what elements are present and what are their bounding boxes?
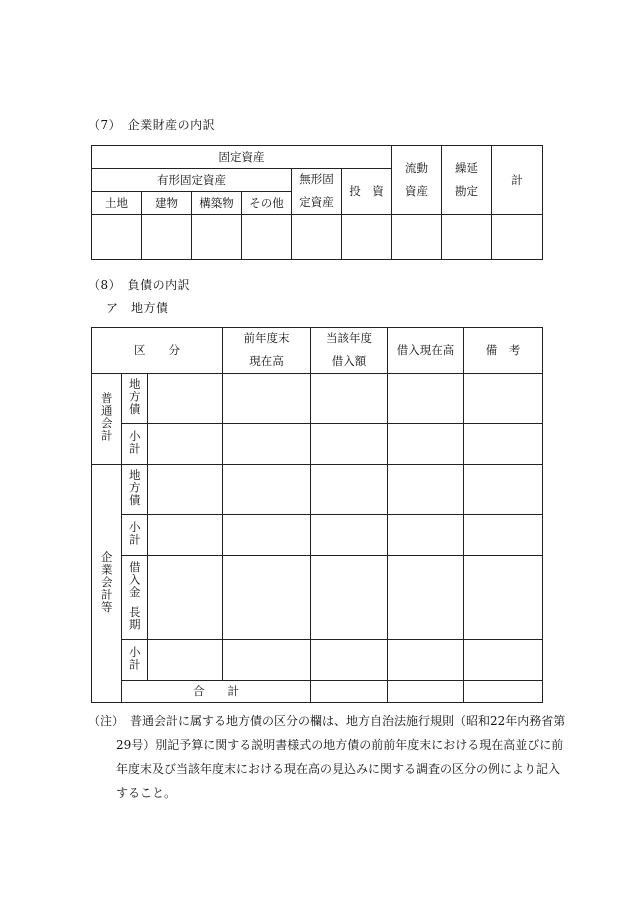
table-row bbox=[92, 556, 543, 640]
table-row bbox=[92, 515, 543, 556]
table-cell[interactable] bbox=[92, 215, 142, 260]
borrowing-balance-header: 借入現在高 bbox=[388, 328, 464, 374]
enterprise-account-label: 企業会計等 bbox=[92, 465, 122, 703]
category-header: 区 分 bbox=[92, 328, 223, 374]
liabilities-table bbox=[91, 327, 543, 703]
table-cell[interactable] bbox=[148, 640, 223, 681]
current-assets-header: 流動 資産 bbox=[392, 146, 442, 215]
long-term-borrowing-label: 借入金 長期 bbox=[122, 556, 148, 640]
table-cell[interactable] bbox=[388, 424, 464, 465]
table-cell[interactable] bbox=[464, 640, 543, 681]
current-year-borrowing-header: 当該年度 借入額 bbox=[311, 328, 388, 374]
total-header: 計 bbox=[492, 146, 543, 215]
table-cell[interactable] bbox=[311, 465, 388, 515]
deferred-account-header: 繰延 勘定 bbox=[442, 146, 492, 215]
table-cell[interactable] bbox=[311, 424, 388, 465]
table-cell[interactable] bbox=[464, 556, 543, 640]
table-cell[interactable] bbox=[223, 640, 311, 681]
table-row bbox=[92, 465, 543, 515]
table-row bbox=[92, 424, 543, 465]
investment-header: 投 資 bbox=[342, 169, 392, 215]
intangible-fixed-assets-header: 無形固 定資産 bbox=[292, 169, 342, 215]
table-cell[interactable] bbox=[223, 515, 311, 556]
general-account-label: 普通会計 bbox=[92, 374, 122, 465]
table-cell[interactable] bbox=[311, 374, 388, 424]
table-cell[interactable] bbox=[223, 424, 311, 465]
section7-heading: （7） 企業財産の内訳 bbox=[88, 118, 216, 132]
table-cell[interactable] bbox=[148, 515, 223, 556]
table-cell[interactable] bbox=[311, 556, 388, 640]
table-cell[interactable] bbox=[388, 515, 464, 556]
table-cell[interactable] bbox=[464, 515, 543, 556]
note-line: （注） 普通会計に属する地方債の区分の欄は、地方自治法施行規則（昭和22年内務省第 bbox=[88, 714, 566, 728]
table-cell[interactable] bbox=[223, 556, 311, 640]
table-cell[interactable] bbox=[442, 215, 492, 260]
note-line: 年度末及び当該年度末における現在高の見込みに関する調査の区分の例により記入 bbox=[116, 762, 561, 776]
enterprise-assets-table bbox=[91, 145, 543, 260]
table-cell[interactable] bbox=[148, 465, 223, 515]
table-row bbox=[92, 681, 543, 703]
table-cell[interactable] bbox=[388, 556, 464, 640]
grand-total-label: 合 計 bbox=[122, 681, 311, 703]
table-cell[interactable] bbox=[148, 424, 223, 465]
section8-subheading: ア 地方債 bbox=[106, 301, 169, 315]
table-cell[interactable] bbox=[148, 374, 223, 424]
table-cell[interactable] bbox=[464, 681, 543, 703]
note bbox=[88, 709, 566, 805]
table-cell[interactable] bbox=[388, 465, 464, 515]
land-header: 土地 bbox=[92, 192, 142, 215]
structures-header: 構築物 bbox=[192, 192, 242, 215]
table-cell[interactable] bbox=[311, 640, 388, 681]
table-cell[interactable] bbox=[192, 215, 242, 260]
prev-year-end-header: 前年度末 現在高 bbox=[223, 328, 311, 374]
table-cell[interactable] bbox=[464, 424, 543, 465]
others-header: その他 bbox=[242, 192, 292, 215]
table-cell[interactable] bbox=[148, 556, 223, 640]
table-cell[interactable] bbox=[292, 215, 342, 260]
table-cell[interactable] bbox=[464, 465, 543, 515]
subtotal-label: 小計 bbox=[122, 515, 148, 556]
table-cell[interactable] bbox=[342, 215, 392, 260]
table-cell[interactable] bbox=[142, 215, 192, 260]
table-cell[interactable] bbox=[311, 681, 388, 703]
fixed-assets-header: 固定資産 bbox=[92, 146, 392, 169]
local-bonds-label: 地方債 bbox=[122, 374, 148, 424]
note-line: 29号）別記予算に関する説明書様式の地方債の前前年度末における現在高並びに前 bbox=[116, 738, 564, 752]
table-cell[interactable] bbox=[492, 215, 543, 260]
table-cell[interactable] bbox=[388, 640, 464, 681]
table-cell[interactable] bbox=[223, 465, 311, 515]
table-cell[interactable] bbox=[392, 215, 442, 260]
local-bonds-label: 地方債 bbox=[122, 465, 148, 515]
subtotal-label: 小計 bbox=[122, 640, 148, 681]
table-cell[interactable] bbox=[242, 215, 292, 260]
note-line: すること。 bbox=[116, 786, 177, 800]
table-cell[interactable] bbox=[388, 681, 464, 703]
table-row bbox=[92, 640, 543, 681]
tangible-fixed-assets-header: 有形固定資産 bbox=[92, 169, 292, 192]
table-cell[interactable] bbox=[464, 374, 543, 424]
table-cell[interactable] bbox=[388, 374, 464, 424]
table-cell[interactable] bbox=[223, 374, 311, 424]
subtotal-label: 小計 bbox=[122, 424, 148, 465]
remarks-header: 備 考 bbox=[464, 328, 543, 374]
section8-heading: （8） 負債の内訳 bbox=[88, 278, 191, 292]
table-row bbox=[92, 374, 543, 424]
table-row bbox=[92, 215, 543, 260]
buildings-header: 建物 bbox=[142, 192, 192, 215]
table-cell[interactable] bbox=[311, 515, 388, 556]
